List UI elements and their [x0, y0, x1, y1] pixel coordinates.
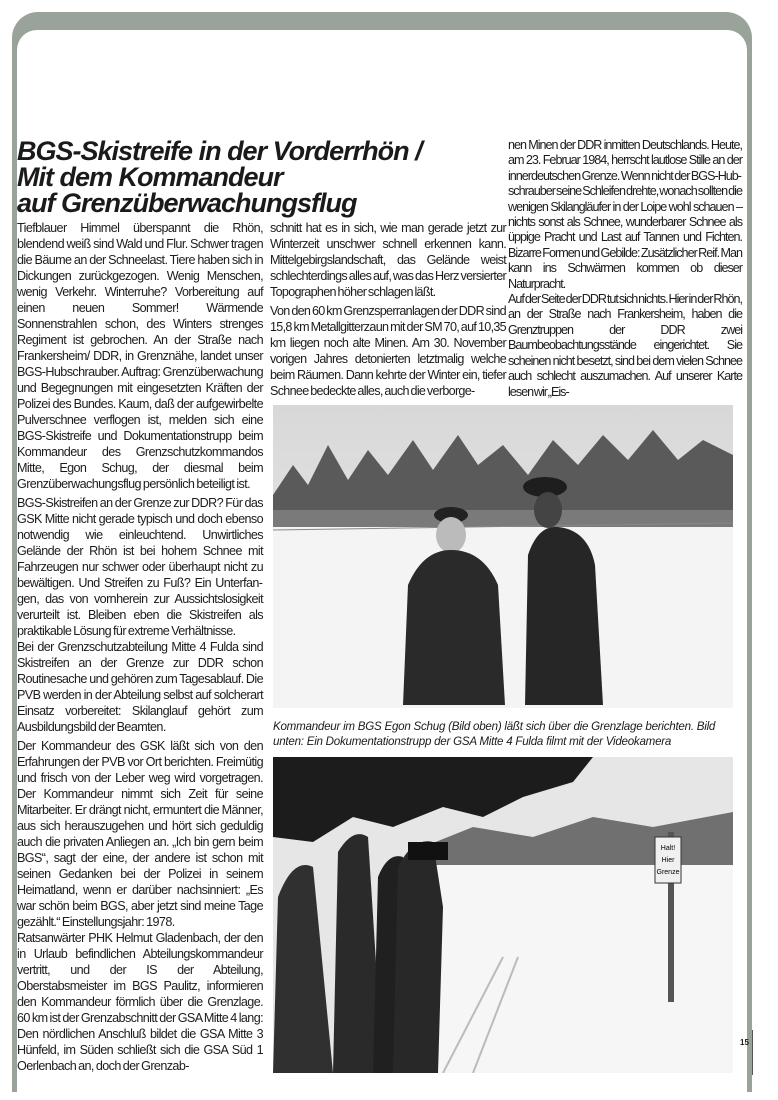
- text-column-3: [508, 138, 742, 400]
- paragraph: Ratsanwärter PHK Helmut Gladenbach, der den in Urlaub befindlichen Abteilungskommandeur vertritt, und der IS der Abteilung, Oberstabsmeister im BGS Paulitz, informieren den Kommandeur förmlich über die Grenzlage. 60 km ist der Grenzabschnitt der GSA Mitte 4 lang: Den nördlichen Anschluß bildet die GSA Mitte 3 Hünfeld, im Süden schließt sich die GSA Süd 1 Oerlenbach an, doch der Grenzab-: [17, 931, 263, 1073]
- paragraph: Von den 60 km Grenzsperranlagen der DDR sind 15,8 km Metallgitterzaun mit der SM 70, auf 10,35 km liegen noch alte Minen. Am 30. November vorigen Jahres detonierten letztmalig welche beim Räumen. Dann kehrte der Winter ein, tiefer Schnee bedeckte alles, auch die verborge-: [270, 304, 506, 398]
- photo-commander-border: [273, 405, 733, 708]
- text-column-1: [17, 220, 263, 1074]
- paragraph: Tiefblauer Himmel überspannt die Rhön, blendend weiß sind Wald und Flur. Schwer tragen die Bäume an der Schneelast. Tiere haben sich in Dickungen zurückgezogen. Wenig Menschen, wenig Verkehr. Winterruhe? Vorbereitung auf einen neuen Sommer! Wärmende Sonnenstrahlen schon, des Winters strenges Regiment ist gebrochen. An der Straße nach Frankersheim/ DDR, in Grenznähe, landet unser BGS-Hubschrauber. Auftrag: Grenzüberwachung und Begegnungen mit eingesetzten Kräften der Polizei des Bundes. Kaum, daß der aufgewirbelte Pulverschnee verflogen ist, melden sich eine BGS-Skistreife und Dokumentationstrupp beim Kommandeur des Grenzschutzkommandos Mitte, Egon Schug, der diesmal beim Grenzüberwachungsflug persönlich beteiligt ist.: [17, 221, 263, 491]
- photo-documentation-team: [273, 757, 733, 1073]
- paragraph: Bei der Grenzschutzabteilung Mitte 4 Fulda sind Skistreifen an der Grenze zur DDR schon Routinesache und gehören zum Tagesablauf. Die PVB werden in der Abteilung selbst auf solcherart Einsatz vorbereitet: Skilanglauf gehört zum Ausbildungsbild der Beamten.: [17, 640, 263, 734]
- page-number: 15: [740, 1038, 749, 1047]
- title-line: auf Grenzüberwachungsflug: [17, 188, 357, 218]
- camera-team-figures: [273, 834, 448, 1073]
- sign-line: Halt!: [660, 845, 676, 852]
- sign-line: Grenze: [656, 869, 680, 876]
- paragraph: nen Minen der DDR inmitten Deutschlands. Heute, am 23. Februar 1984, herrscht lautlose Stille an der innerdeutschen Grenze. Wenn nicht der BGS-Hubschrauber seine Schleifen drehte, wonach sollten die wenigen Skilangläufer in der Loipe wohl schauen – nichts sonst als Schnee, wunderbarer Schnee als üppige Pracht und Last auf Tannen und Fichten. Bizarre Formen und Gebilde: Zusätzlicher Reif. Man kann ins Schwärmen kommen ob dieser Naturpracht.: [508, 138, 742, 291]
- paragraph: Auf der Seite der DDR tut sich nichts. Hier in der Rhön, an der Straße nach Frankersheim, haben die Grenztruppen der DDR zwei Baumbeobachtungsstände eingerichtet. Sie scheinen nicht besetzt, sind bei dem vielen Schnee auch schlecht auszumachen. Auf unserer Karte lesen wir „Eis-: [508, 292, 742, 399]
- text-column-2: [270, 220, 506, 399]
- article-title: [17, 138, 507, 216]
- paragraph: schnitt hat es in sich, wie man gerade jetzt zur Winterzeit unschwer schnell erkennen kann. Mittelgebirgslandschaft, das Gelände weist schlechterdings alles auf, was das Herz versierter Topographen höher schlagen läßt.: [270, 221, 506, 299]
- photo-caption: Kommandeur im BGS Egon Schug (Bild oben) läßt sich über die Grenzlage berichten. Bild unten: Ein Dokumentationstrupp der GSA Mitte 4 Fulda filmt mit der Videokamera: [273, 720, 716, 748]
- title-line: Mit dem Kommandeur: [17, 162, 283, 192]
- sign-line: Hier: [661, 857, 675, 864]
- title-line: BGS-Skistreife in der Vorderrhön /: [17, 136, 422, 166]
- paragraph: Der Kommandeur des GSK läßt sich von den Erfahrungen der PVB vor Ort berichten. Freimütig und frisch von der Leber weg wird vorgetragen. Der Kommandeur nimmt sich Zeit für seine Mitarbeiter. Er drängt nicht, ermuntert die Männer, aus sich herauszugehen und hört sich geduldig auch die privaten Anliegen an. „Ich bin gern beim BGS“, sagt der eine, der andere ist schon mit seinen Gedanken bei der Polizei in seinem Heimatland, wenn er darüber nachsinniert: „Es war schön beim BGS, aber jetzt sind meine Tage gezählt.“ Einstellungsjahr: 1978.: [17, 739, 263, 929]
- page-number-rule: [752, 1030, 753, 1075]
- paragraph: BGS-Skistreifen an der Grenze zur DDR? Für das GSK Mitte nicht gerade typisch und doch ebenso notwendig wie einleuchtend. Unwirtliches Gelände der Rhön ist bei hohem Schnee mit Fahrzeugen nur schwer oder überhaupt nicht zu bewältigen. Und Streifen zu Fuß? Ein Unterfangen, das von vornherein zur Aussichtslosigkeit verurteilt ist. Bleiben eben die Skistreifen als praktikable Lösung für extreme Verhältnisse.: [17, 496, 263, 638]
